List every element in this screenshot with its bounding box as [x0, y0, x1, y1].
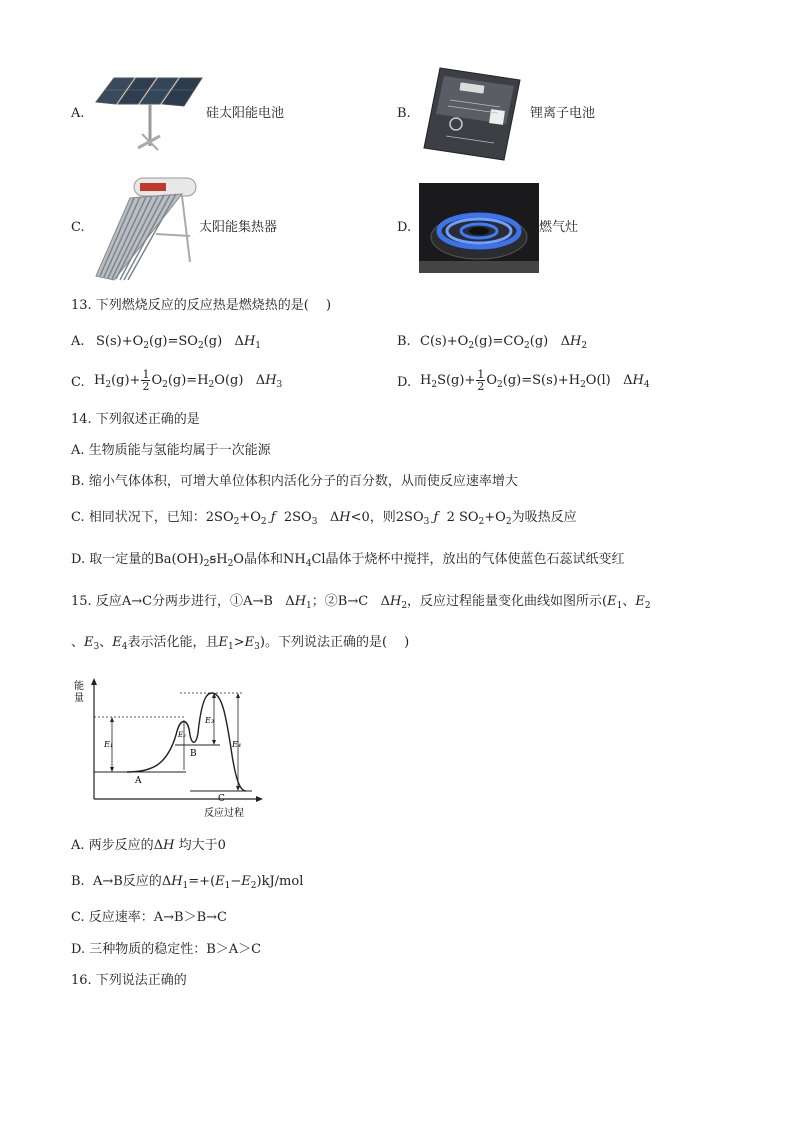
q13-option-d-equation: $H_2S(g)+$ $\frac{1}{2}$ $O_2(g)=S(s)+H_2O(l)$ $\Delta H_4$ — [420, 368, 650, 393]
option-a-letter: A. — [71, 106, 85, 121]
option-b-letter: B. — [397, 106, 411, 121]
energy-curve — [127, 693, 246, 791]
q14-option-b: B. 缩小气体体积，可增大单位体积内活化分子的百分数，从而使反应速率增大 — [71, 474, 518, 489]
option-d-label: 燃气灶 — [539, 220, 579, 235]
option-d-letter: D. — [397, 220, 412, 235]
solar-water-heater-icon — [94, 176, 198, 284]
q15-option-c: C. 反应速率：A→B＞B→C — [71, 910, 227, 925]
option-a-label: 硅太阳能电池 — [206, 106, 285, 121]
q15-option-a: A. 两步反应的ΔH 均大于0 — [71, 838, 226, 853]
q13-option-a-equation: $S(s)+O_2(g)=SO_2(g)$ $\Delta H_1$ — [96, 334, 262, 351]
option-c-letter: C. — [71, 220, 85, 235]
q14-option-a: A. 生物质能与氢能均属于一次能源 — [71, 443, 271, 458]
q13-option-b-letter: B. — [397, 334, 411, 349]
y-axis-label-2: 量 — [74, 693, 84, 704]
q13-option-a-letter: A. — [71, 334, 85, 349]
gas-stove-icon — [419, 183, 539, 273]
q13-option-d-letter: D. — [397, 375, 412, 390]
q13-stem: 13. 下列燃烧反应的反应热是燃烧热的是( ) — [71, 298, 332, 313]
q13-option-b-equation: $C(s)+O_2(g)=CO_2(g)$ $\Delta H_2$ — [420, 334, 588, 351]
q13-option-c-letter: C. — [71, 375, 85, 390]
q15-stem-line1: 15. 反应A→C分两步进行，①A→B $\Delta H_1$；②B→C $\Delta H_2$，反应过程能量变化曲线如图所示($E_1$、$E_2$ — [71, 594, 651, 611]
svg-text:B: B — [190, 749, 197, 759]
q14-option-c: C. 相同状况下，已知：$2SO_2+O_2$ ƒ $2SO_3$ ΔH<0，则$2SO_3$ ƒ 2 $SO_2+O_2$为吸热反应 — [71, 510, 577, 527]
svg-text:E₃: E₃ — [205, 716, 215, 725]
energy-diagram — [72, 675, 267, 820]
q13-option-c-equation: $H_2(g)+$ $\frac{1}{2}$ $O_2(g)=H_2O(g)$ $\Delta H_3$ — [94, 368, 283, 393]
q15-option-b: B. A→B反应的$\Delta H_1=+(E_1-E_2)kJ$/mol — [71, 874, 304, 891]
q14-option-d: D. 取一定量的$Ba(OH)_2ꞩH_2O$晶体和$NH_4Cl$晶体于烧杯中搅拌，放出的气体使蓝色石蕊试纸变红 — [71, 552, 625, 569]
svg-text:A: A — [135, 776, 142, 786]
q15-stem-line2: 、$E_3$、$E_4$表示活化能，且$E_1>E_3$)。下列说法正确的是( ) — [71, 635, 410, 652]
q15-option-d: D. 三种物质的稳定性：B＞A＞C — [71, 942, 262, 957]
svg-text:E₄: E₄ — [232, 740, 242, 749]
option-c-label: 太阳能集热器 — [199, 220, 278, 235]
x-axis-label: 反应过程 — [204, 808, 244, 819]
svg-text:E₁: E₁ — [104, 740, 114, 749]
battery-icon — [420, 62, 524, 164]
y-axis-label-1: 能 — [74, 681, 84, 692]
option-b-label: 锂离子电池 — [530, 106, 596, 121]
q16-stem: 16. 下列说法正确的 — [71, 973, 187, 988]
svg-text:C: C — [218, 794, 225, 804]
q14-stem: 14. 下列叙述正确的是 — [71, 412, 200, 427]
svg-text:E₂: E₂ — [178, 731, 186, 739]
solar-panel-icon — [94, 74, 206, 154]
